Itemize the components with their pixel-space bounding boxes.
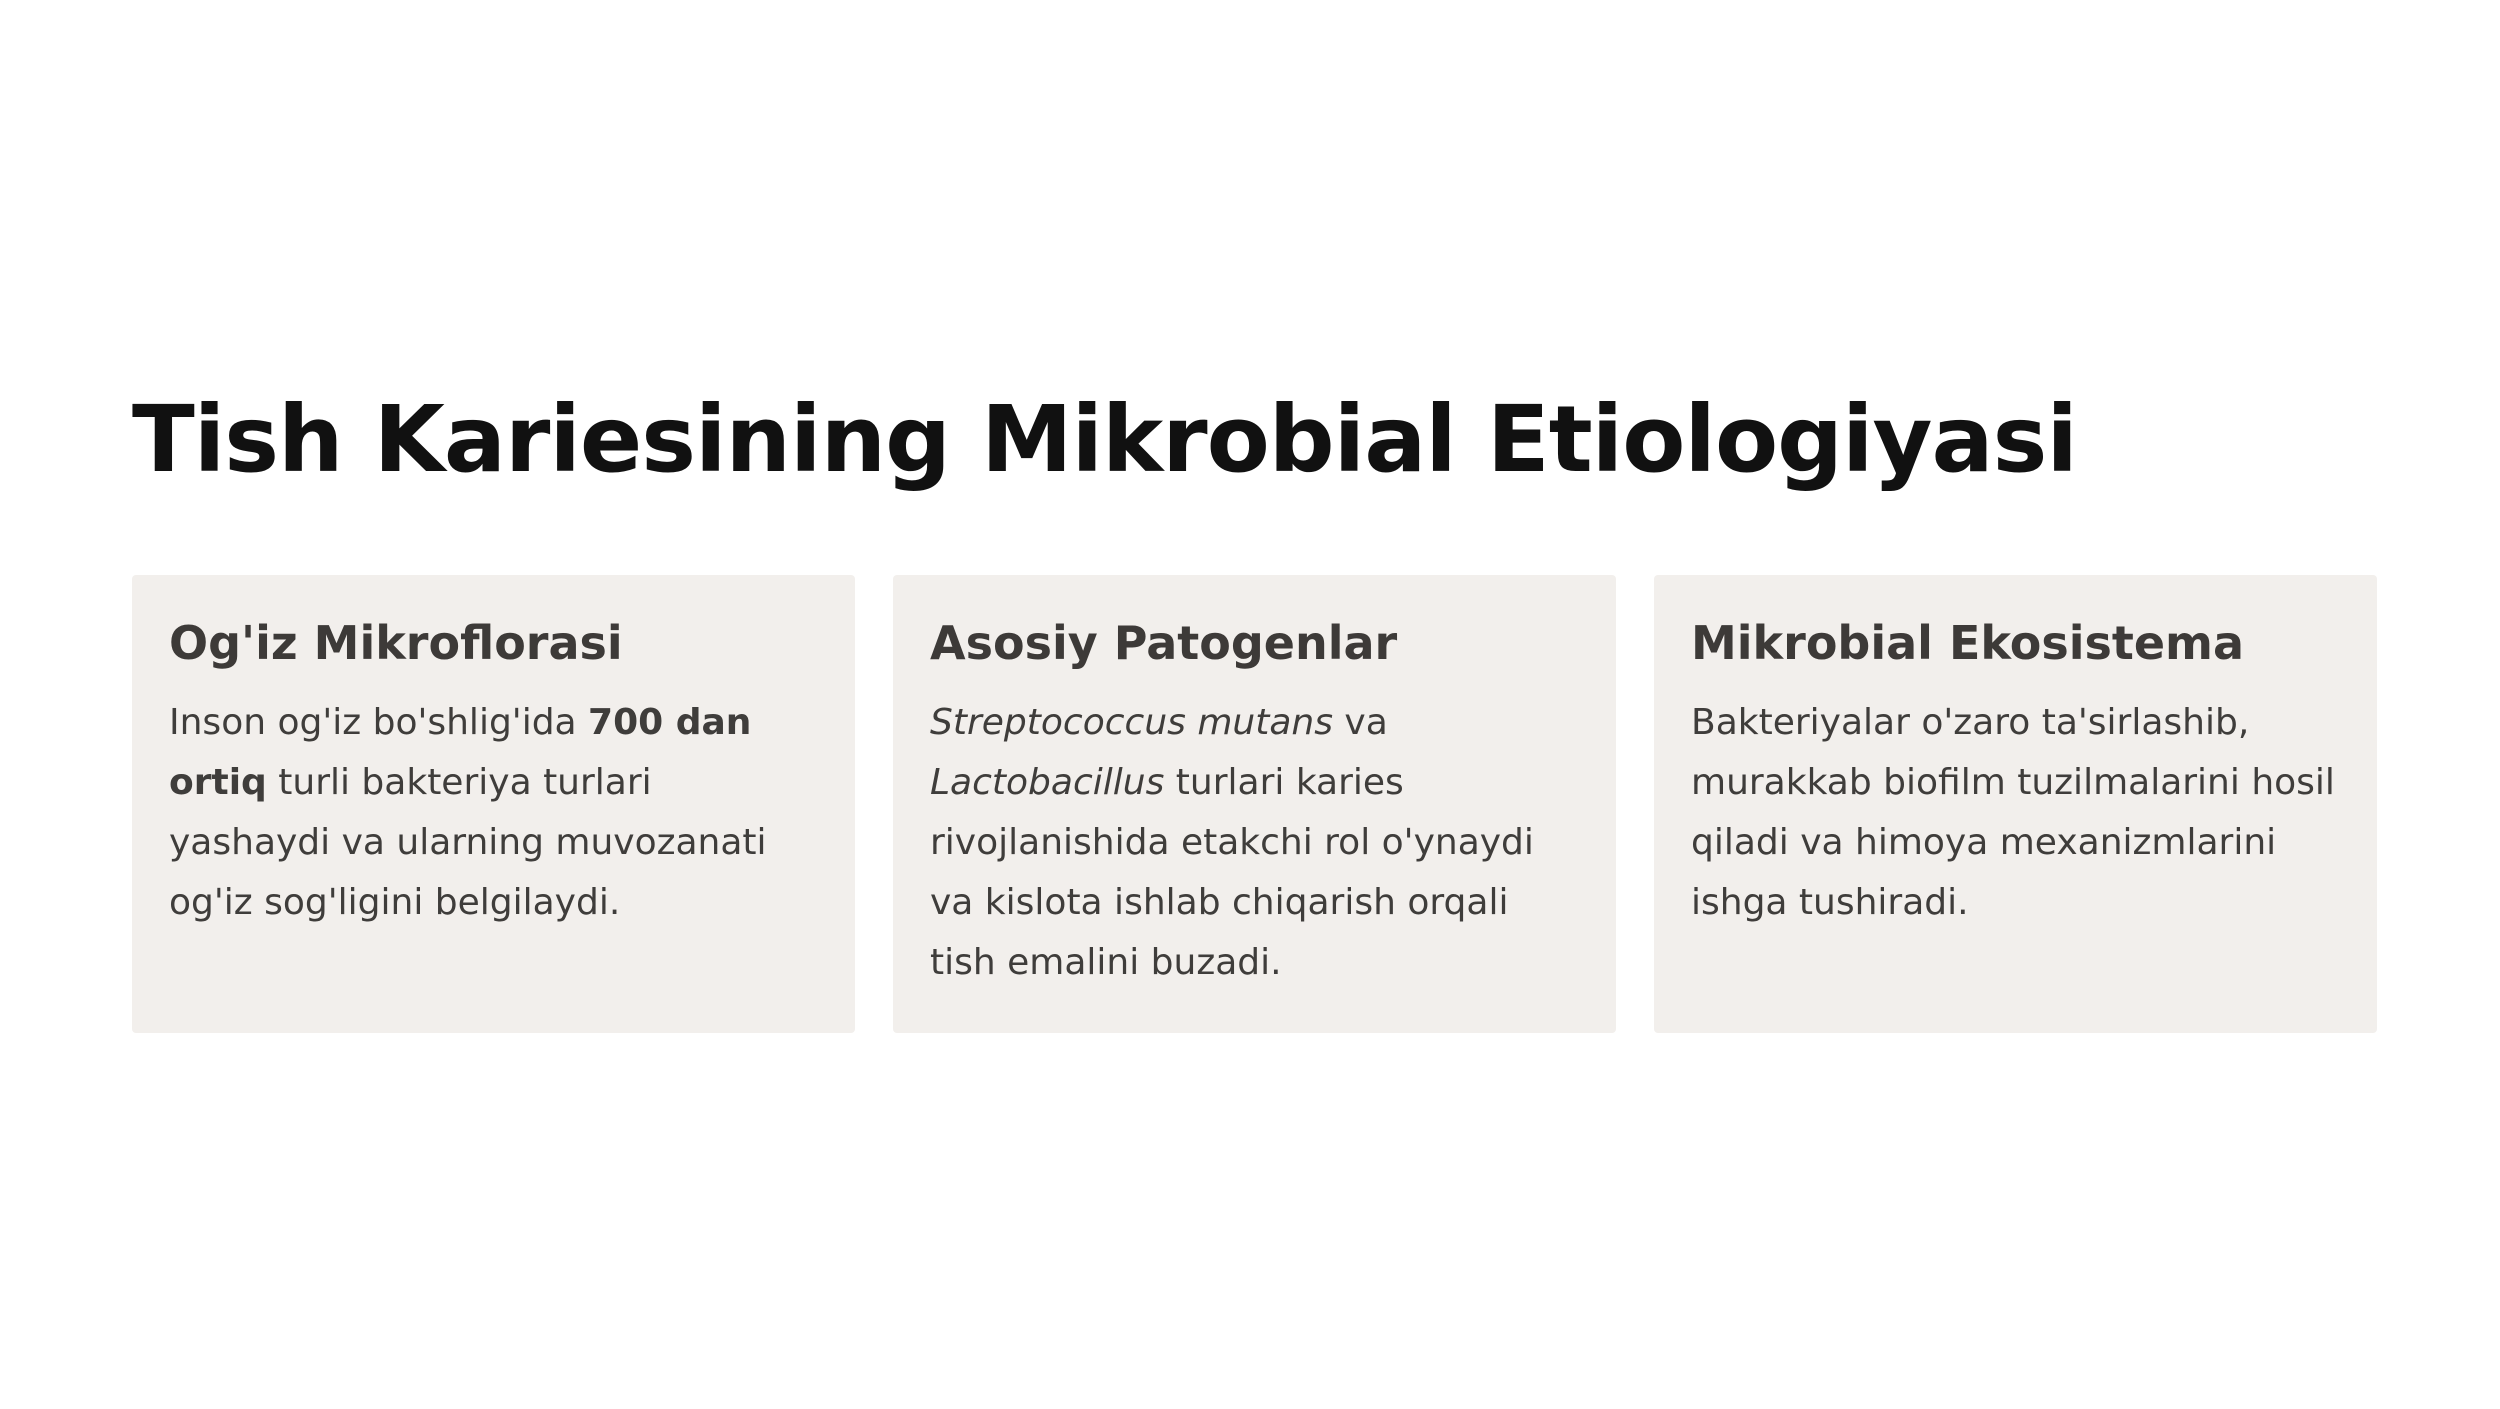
- slide-title: Tish Kariesining Mikrobial Etiologiyasi: [132, 386, 2077, 493]
- card-body-text: va: [1332, 702, 1388, 743]
- card-body-text: turlari karies rivojlanishida etakchi rol o'ynaydi va kislota ishlab chiqarish orqali tish emalini buzadi.: [930, 762, 1534, 983]
- card-body-text: Inson og'iz bo'shlig'ida: [169, 702, 589, 743]
- card-body-text: turli bakteriya turlari yashaydi va ularning muvozanati og'iz sog'ligini belgilaydi.: [169, 762, 767, 923]
- card-body: Bakteriyalar o'zaro ta'sirlashib, murakkab biofilm tuzilmalarini hosil qiladi va himoya mexanizmlarini ishga tushiradi.: [1691, 702, 2335, 923]
- card-body: [169, 693, 818, 933]
- species-name: Streptococcus mutans: [930, 702, 1333, 743]
- card-title: Asosiy Patogenlar: [930, 616, 1398, 670]
- species-name: Lactobacillus: [930, 762, 1165, 803]
- card-oral-microflora: [132, 575, 855, 1033]
- card-microbial-ecosystem: [1654, 575, 2377, 1033]
- card-title: Og'iz Mikroflorasi: [169, 616, 623, 670]
- card-title: Mikrobial Ekosistema: [1691, 616, 2245, 670]
- card-main-pathogens: [893, 575, 1616, 1033]
- card-body-emphasis: 700 dan ortiq: [169, 702, 752, 803]
- card-body: [930, 693, 1579, 993]
- card-row: [132, 575, 2377, 1033]
